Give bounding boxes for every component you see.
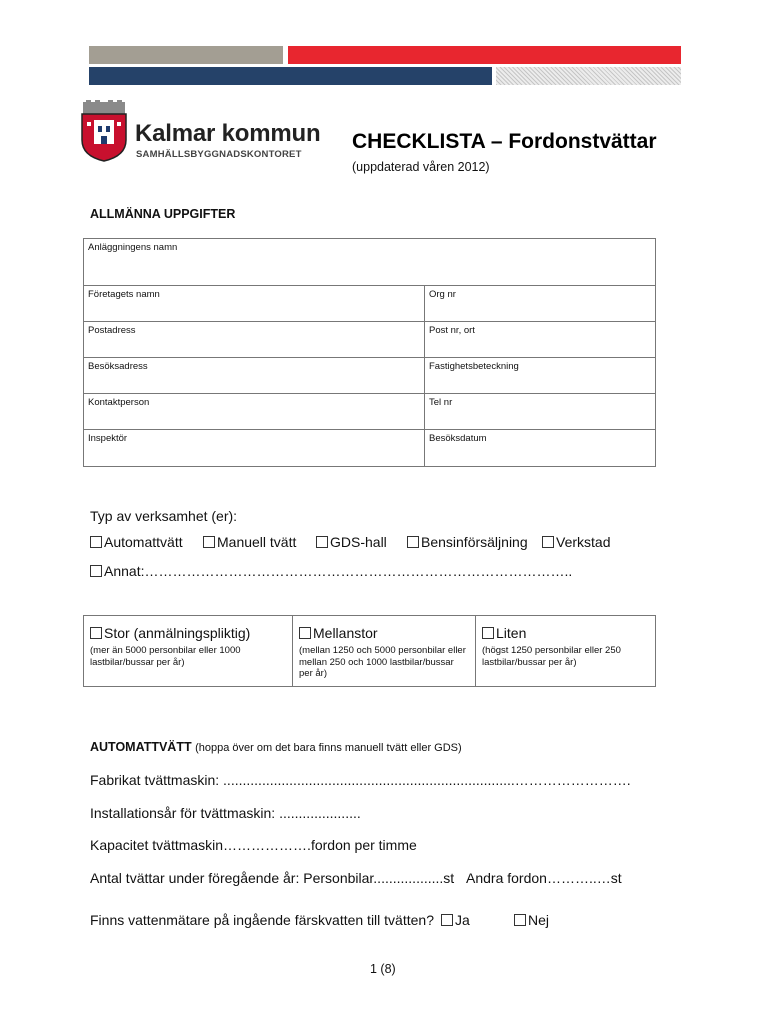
checkbox-icon[interactable] — [482, 627, 494, 639]
install-year-line[interactable]: Installationsår för tvättmaskin: ..................... — [90, 805, 361, 821]
size-large-cell[interactable]: Stor (anmälningspliktig) (mer än 5000 personbilar eller 1000 lastbilar/bussar per år) — [84, 616, 293, 687]
size-small-cell[interactable]: Liten (högst 1250 personbilar eller 250 lastbilar/bussar per år) — [476, 616, 656, 687]
checkbox-icon[interactable] — [90, 536, 102, 548]
checkbox-icon[interactable] — [203, 536, 215, 548]
business-option-gds[interactable]: GDS-hall — [316, 534, 387, 550]
water-meter-yes[interactable]: Ja — [441, 912, 470, 928]
business-type-heading: Typ av verksamhet (er): — [90, 508, 238, 524]
washes-other-line[interactable]: Andra fordon………..…st — [466, 870, 622, 886]
machine-brand-line[interactable]: Fabrikat tvättmaskin: ...........................................................................……………………. — [90, 772, 631, 788]
header-bar-hatched — [496, 67, 681, 85]
checkbox-icon[interactable] — [316, 536, 328, 548]
general-section-heading: ALLMÄNNA UPPGIFTER — [90, 207, 236, 221]
org-number-field[interactable]: Org nr — [425, 286, 656, 322]
visit-date-field[interactable]: Besöksdatum — [425, 430, 656, 467]
checkbox-icon[interactable] — [90, 627, 102, 639]
contact-person-field[interactable]: Kontaktperson — [84, 394, 425, 430]
checkbox-icon[interactable] — [299, 627, 311, 639]
company-name-field[interactable]: Företagets namn — [84, 286, 425, 322]
document-title: CHECKLISTA – Fordonstvättar — [352, 130, 657, 153]
checkbox-icon[interactable] — [441, 914, 453, 926]
water-meter-question: Finns vattenmätare på ingående färskvatten till tvätten? — [90, 912, 434, 928]
visit-address-field[interactable]: Besöksadress — [84, 358, 425, 394]
business-option-fuel[interactable]: Bensinförsäljning — [407, 534, 528, 550]
coat-of-arms-icon — [80, 100, 128, 162]
postal-address-field[interactable]: Postadress — [84, 322, 425, 358]
capacity-line[interactable]: Kapacitet tvättmaskin……………….fordon per timme — [90, 837, 417, 853]
checkbox-icon[interactable] — [542, 536, 554, 548]
size-class-table — [83, 615, 656, 687]
page-number: 1 (8) — [370, 962, 396, 976]
inspector-field[interactable]: Inspektör — [84, 430, 425, 467]
business-option-other[interactable]: Annat:……………………………………………………………………………….. — [90, 563, 572, 579]
checkbox-icon[interactable] — [514, 914, 526, 926]
phone-number-field[interactable]: Tel nr — [425, 394, 656, 430]
property-designation-field[interactable]: Fastighetsbeteckning — [425, 358, 656, 394]
header-bar-grey — [89, 46, 283, 64]
automat-section-heading: AUTOMATTVÄTT (hoppa över om det bara finns manuell tvätt eller GDS) — [90, 740, 462, 754]
washes-cars-line[interactable]: Antal tvättar under föregående år: Personbilar..................st — [90, 870, 455, 886]
general-info-table — [83, 238, 656, 467]
business-option-workshop[interactable]: Verkstad — [542, 534, 610, 550]
size-medium-cell[interactable]: Mellanstor (mellan 1250 och 5000 personbilar eller mellan 250 och 1000 lastbilar/bussar per år) — [293, 616, 476, 687]
checkbox-icon[interactable] — [407, 536, 419, 548]
postal-code-city-field[interactable]: Post nr, ort — [425, 322, 656, 358]
business-option-manual[interactable]: Manuell tvätt — [203, 534, 296, 550]
checkbox-icon[interactable] — [90, 565, 102, 577]
document-updated: (uppdaterad våren 2012) — [352, 160, 490, 174]
header-bar-red — [288, 46, 681, 64]
facility-name-field[interactable]: Anläggningens namn — [84, 239, 656, 286]
header-bar-navy — [89, 67, 492, 85]
logo-department: SAMHÄLLSBYGGNADSKONTORET — [136, 149, 302, 160]
business-option-automat[interactable]: Automattvätt — [90, 534, 183, 550]
water-meter-no[interactable]: Nej — [514, 912, 549, 928]
logo-wordmark: Kalmar kommun — [135, 120, 321, 147]
